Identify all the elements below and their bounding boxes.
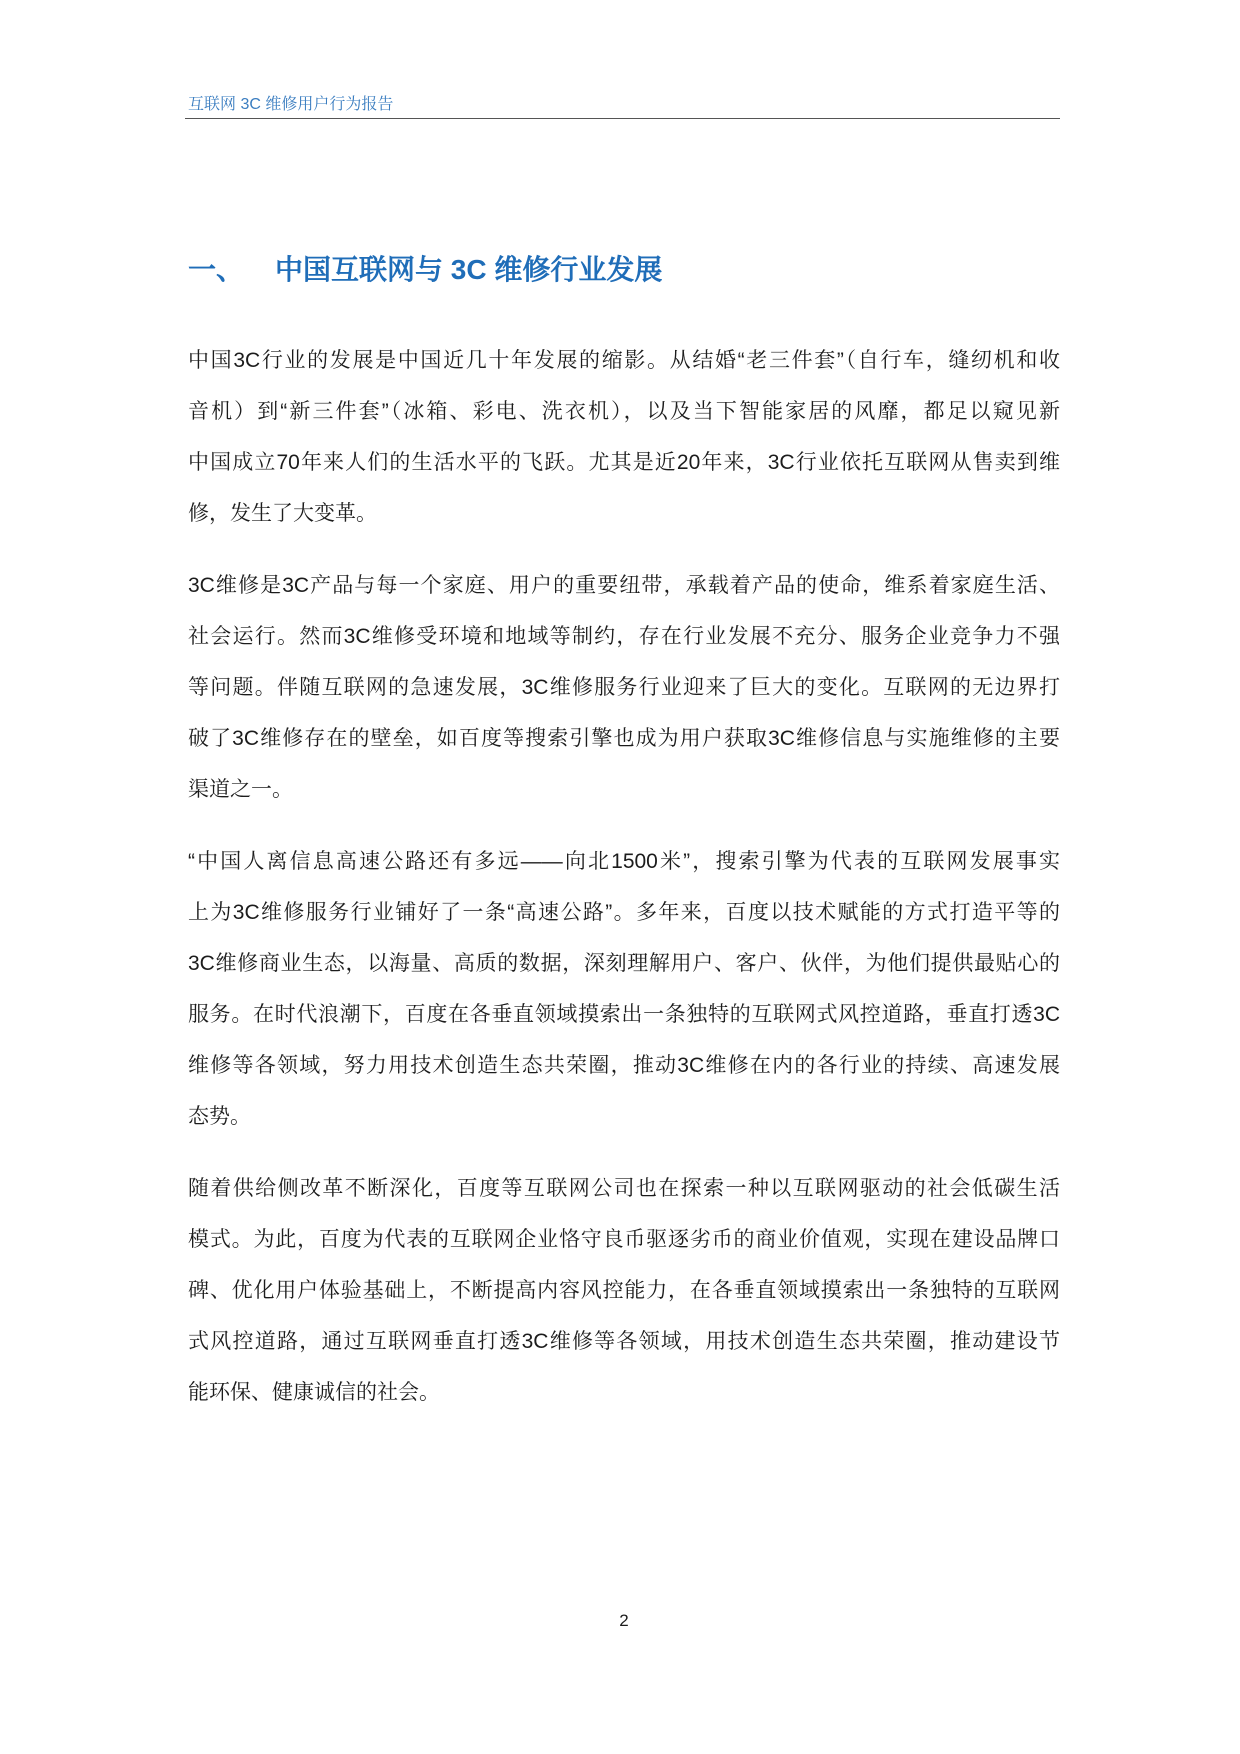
body-text (188, 335, 1060, 1439)
section-title: 中国互联网与 3C 维修行业发展 (275, 254, 663, 285)
paragraph-line: 随着供给侧改革不断深化，百度等互联网公司也在探索一种以互联网驱动的社会低碳生活 (188, 1177, 1060, 1200)
paragraph (188, 335, 1060, 539)
paragraph-line: 3C维修是3C产品与每一个家庭、用户的重要纽带，承载着产品的使命，维系着家庭生活、 (188, 574, 1060, 597)
paragraph-line: 中国成立70年来人们的生活水平的飞跃。尤其是近20年来，3C行业依托互联网从售卖到维 (188, 451, 1060, 474)
paragraph-line: 式风控道路，通过互联网垂直打透3C维修等各领域，用技术创造生态共荣圈，推动建设节 (188, 1330, 1060, 1353)
paragraph-line: 音机）到“新三件套”（冰箱、彩电、洗衣机），以及当下智能家居的风靡，都足以窥见新 (188, 400, 1060, 423)
paragraph-line: 服务。在时代浪潮下，百度在各垂直领域摸索出一条独特的互联网式风控道路，垂直打透3C (188, 1003, 1060, 1026)
paragraph-line: 模式。为此，百度为代表的互联网企业恪守良币驱逐劣币的商业价值观，实现在建设品牌口 (188, 1228, 1060, 1251)
paragraph-line: 破了3C维修存在的壁垒，如百度等搜索引擎也成为用户获取3C维修信息与实施维修的主要 (188, 727, 1060, 750)
paragraph-line: 修，发生了大变革。 (188, 502, 377, 525)
paragraph-line: 上为3C维修服务行业铺好了一条“高速公路”。多年来，百度以技术赋能的方式打造平等的 (188, 901, 1060, 924)
paragraph-line: 渠道之一。 (188, 778, 293, 801)
paragraph-line: 社会运行。然而3C维修受环境和地域等制约，存在行业发展不充分、服务企业竞争力不强 (188, 625, 1060, 648)
paragraph-line: 3C维修商业生态，以海量、高质的数据，深刻理解用户、客户、伙伴，为他们提供最贴心的 (188, 952, 1060, 975)
paragraph-line: 碑、优化用户体验基础上，不断提高内容风控能力，在各垂直领域摸索出一条独特的互联网 (188, 1279, 1060, 1302)
paragraph-line: 态势。 (188, 1105, 251, 1128)
paragraph (188, 560, 1060, 815)
paragraph-line: 维修等各领域，努力用技术创造生态共荣圈，推动3C维修在内的各行业的持续、高速发展 (188, 1054, 1060, 1077)
paragraph (188, 1163, 1060, 1418)
paragraph-line: 中国3C行业的发展是中国近几十年发展的缩影。从结婚“老三件套”（自行车，缝纫机和收 (188, 349, 1060, 372)
page-number: 2 (619, 1611, 629, 1630)
paragraph-line: 能环保、健康诚信的社会。 (188, 1381, 440, 1404)
section-number: 一、 (188, 254, 245, 285)
header-rule (185, 118, 1060, 119)
section-heading (188, 250, 1060, 290)
paragraph (188, 836, 1060, 1142)
paragraph-line: 等问题。伴随互联网的急速发展，3C维修服务行业迎来了巨大的变化。互联网的无边界打 (188, 676, 1060, 699)
paragraph-line: “中国人离信息高速公路还有多远——向北1500米”，搜索引擎为代表的互联网发展事实 (188, 850, 1060, 873)
page-header-title: 互联网 3C 维修用户行为报告 (188, 96, 394, 113)
